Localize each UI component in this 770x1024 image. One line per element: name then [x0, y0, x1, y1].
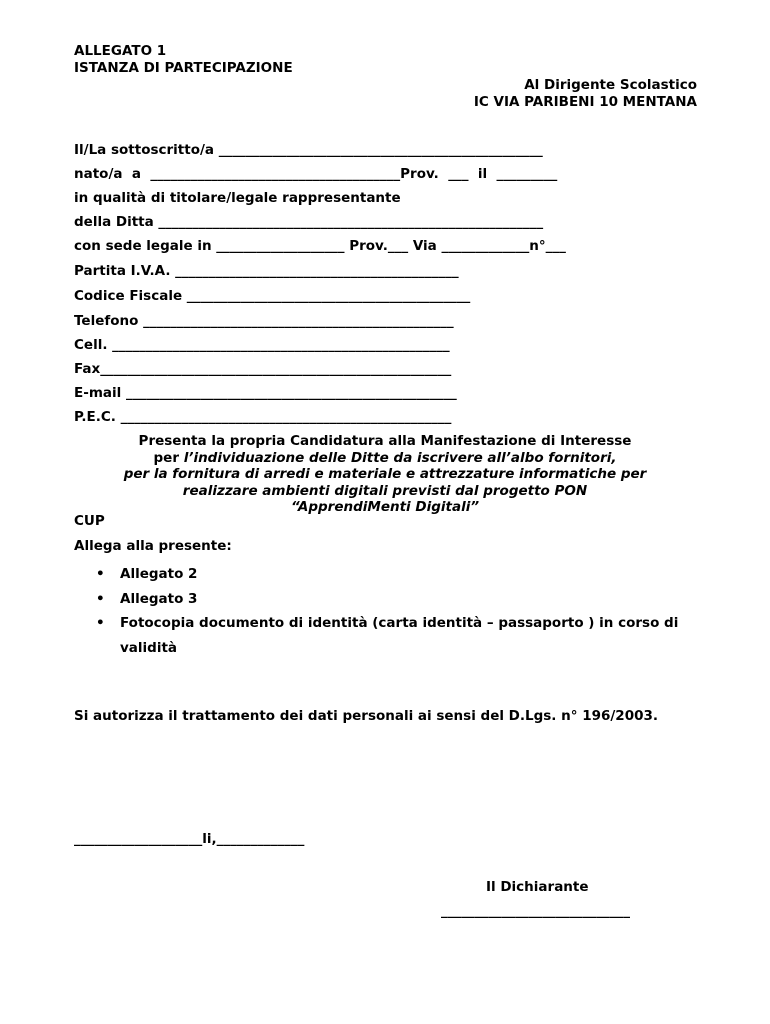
signature-label: Il Dichiarante [486, 879, 589, 895]
attachment-title: ALLEGATO 1 [74, 43, 167, 59]
form-title: ISTANZA DI PARTECIPAZIONE [74, 60, 293, 76]
list-item [96, 562, 706, 587]
candidatura-line2-italic: l’individuazione delle Ditte da iscrivere all’albo fornitori, [183, 449, 617, 466]
recipient-line1: Al Dirigente Scolastico [524, 77, 697, 93]
privacy-statement: Si autorizza il trattamento dei dati personali ai sensi del D.Lgs. n° 196/2003. [74, 708, 659, 724]
field-ditta[interactable]: della Ditta _________________________________________________________ [74, 214, 544, 230]
field-nato[interactable]: nato/a a _____________________________________Prov. ___ il _________ [74, 166, 558, 182]
recipient-line2: IC VIA PARIBENI 10 MENTANA [473, 94, 697, 110]
field-cell[interactable]: Cell. __________________________________________________ [74, 337, 450, 353]
candidatura-line1: Presenta la propria Candidatura alla Manifestazione di Interesse [138, 433, 632, 449]
field-qualita: in qualità di titolare/legale rappresentante [74, 190, 401, 206]
place-date-field[interactable]: ___________________li,_____________ [74, 831, 305, 847]
candidatura-line5: “ApprendiMenti Digitali” [290, 499, 480, 515]
bullet-icon: • [96, 566, 105, 582]
field-partita-iva[interactable]: Partita I.V.A. __________________________________________ [74, 263, 459, 279]
candidatura-line3: per la fornitura di arredi e materiale e attrezzature informatiche per [123, 466, 647, 482]
field-telefono[interactable]: Telefono ______________________________________________ [74, 313, 454, 329]
bullet-icon: • [96, 615, 105, 631]
field-sottoscritto[interactable]: Il/La sottoscritto/a ________________________________________________ [74, 142, 543, 158]
list-item [96, 587, 706, 612]
attachment-item-label: Allegato 2 [120, 566, 198, 582]
bullet-icon: • [96, 590, 105, 607]
list-item [96, 611, 706, 660]
attachment-item-label: Fotocopia documento di identità (carta identità – passaporto ) in corso di validità [120, 615, 679, 656]
field-pec[interactable]: P.E.C. _________________________________________________ [74, 409, 452, 425]
field-email[interactable]: E-mail _________________________________________________ [74, 385, 457, 401]
candidatura-statement [74, 433, 696, 516]
field-fax[interactable]: Fax____________________________________________________ [74, 361, 452, 377]
candidatura-line4: realizzare ambienti digitali previsti dal progetto PON [182, 482, 588, 499]
attachment-item-label: Allegato 3 [120, 590, 198, 607]
field-sede[interactable]: con sede legale in ___________________ Prov.___ Via _____________n°___ [74, 238, 566, 254]
cup-label: CUP [74, 513, 105, 529]
candidatura-line2 [74, 450, 696, 467]
allega-label: Allega alla presente: [74, 538, 232, 554]
field-codice-fiscale[interactable]: Codice Fiscale __________________________________________ [74, 288, 471, 304]
candidatura-line2-prefix: per [153, 449, 184, 466]
attachments-list [96, 562, 706, 660]
signature-line[interactable]: ____________________________ [441, 903, 630, 919]
